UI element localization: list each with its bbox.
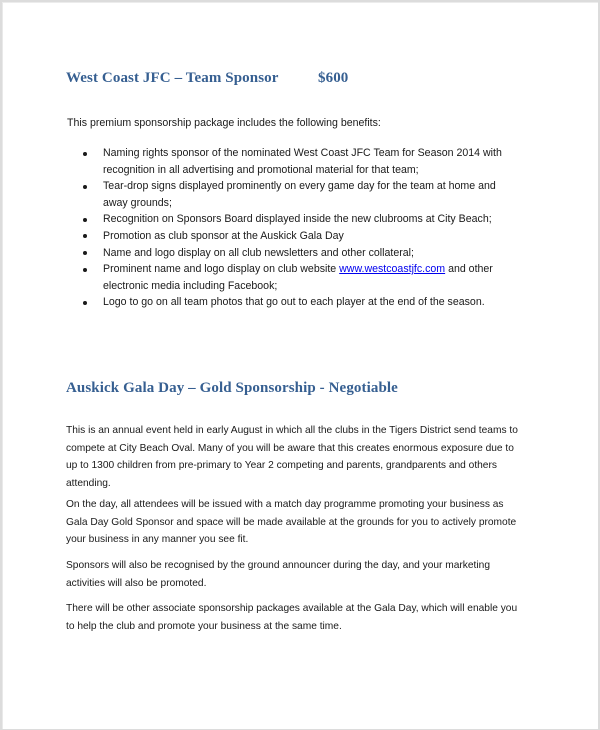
document-page — [2, 2, 598, 729]
paragraph-associate-packages: There will be other associate sponsorship packages available at the Gala Day, which will enable you to help the club and promote your business at the same time. — [66, 603, 518, 632]
list-item: Tear-drop signs displayed prominently on every game day for the team at home and away grounds; — [83, 178, 502, 211]
list-item: Logo to go on all team photos that go out to each player at the end of the season. — [83, 294, 502, 311]
bullet-icon — [83, 185, 87, 189]
paragraph-event-description: This is an annual event held in early August in which all the clubs in the Tigers District send teams to compete at City Beach Oval. Many of you will be aware that this creates enormous exposure due to up to 1300 children from pre-primary to Year 2 competing and parents, grandparents and others attending. — [66, 425, 518, 489]
bullet-icon — [83, 218, 87, 222]
section-heading-team-sponsor — [66, 70, 349, 87]
team-sponsor-title: West Coast JFC – Team Sponsor — [66, 70, 279, 86]
benefits-intro: This premium sponsorship package includes the following benefits: — [67, 117, 381, 129]
list-item: Naming rights sponsor of the nominated West Coast JFC Team for Season 2014 with recognition in all advertising and promotional material for that team; — [83, 145, 502, 178]
bullet-icon — [83, 268, 87, 272]
paragraph-match-day-programme: On the day, all attendees will be issued with a match day programme promoting your business as Gala Day Gold Sponsor and space will be made available at the grounds for you to actively promote your business in any manner you see fit. — [66, 499, 517, 545]
section-heading-gala-day: Auskick Gala Day – Gold Sponsorship - Negotiable — [66, 380, 398, 396]
benefits-list — [83, 145, 502, 311]
list-item: Recognition on Sponsors Board displayed inside the new clubrooms at City Beach; — [83, 211, 502, 228]
bullet-icon — [83, 301, 87, 305]
list-item: Name and logo display on all club newsletters and other collateral; — [83, 245, 502, 262]
paragraph-ground-announcer: Sponsors will also be recognised by the ground announcer during the day, and your marketing activities will also be promoted. — [66, 560, 490, 589]
list-item: Prominent name and logo display on club website www.westcoastjfc.com and other electronic media including Facebook; — [83, 261, 502, 294]
club-website-link[interactable]: www.westcoastjfc.com — [339, 263, 446, 276]
list-item: Promotion as club sponsor at the Auskick Gala Day — [83, 228, 502, 245]
bullet-icon — [83, 251, 87, 255]
team-sponsor-price: $600 — [318, 70, 349, 86]
bullet-icon — [83, 234, 87, 238]
bullet-icon — [83, 152, 87, 156]
